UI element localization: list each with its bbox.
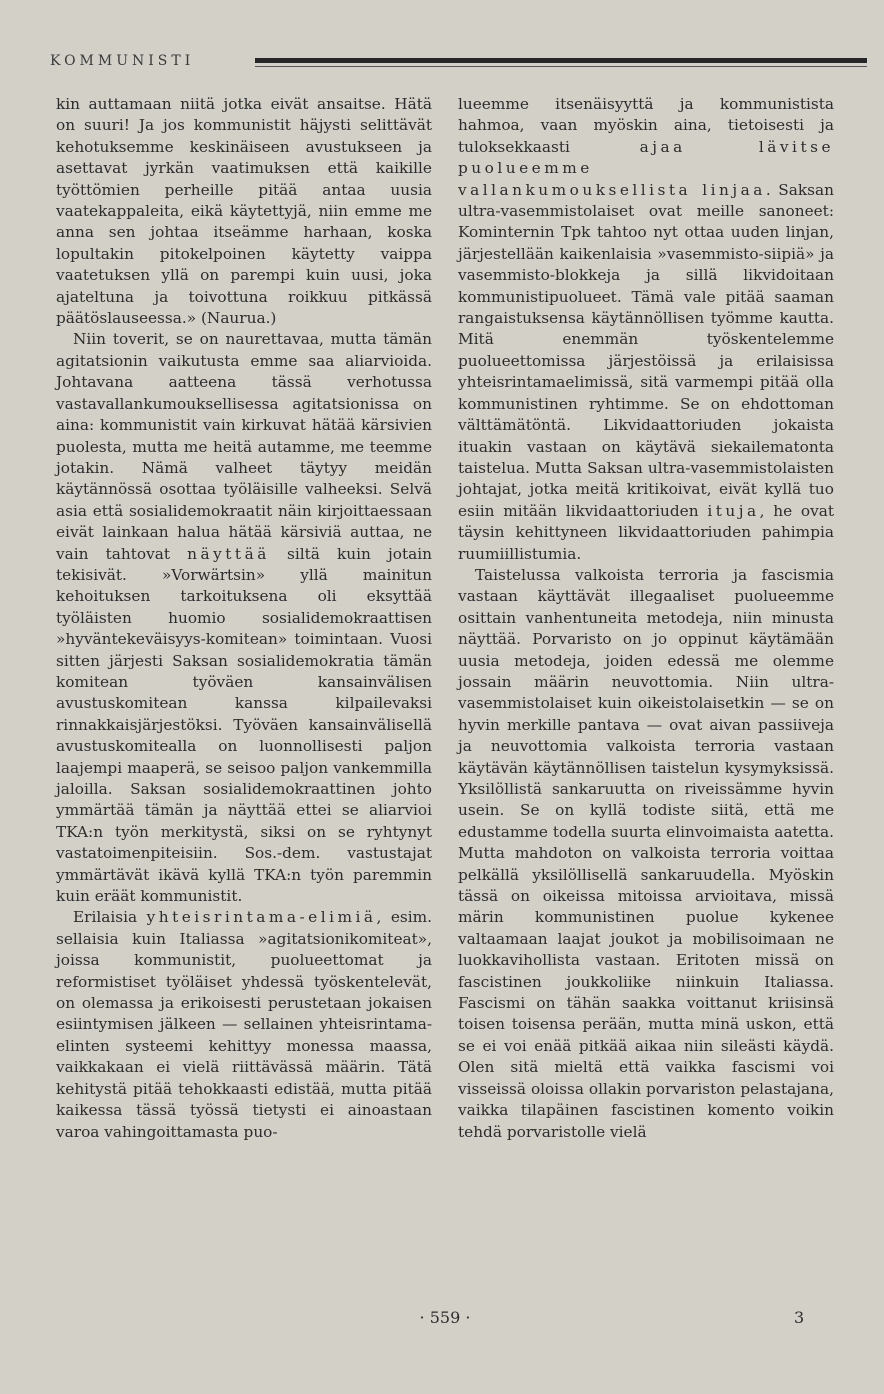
paragraph bbox=[56, 94, 432, 329]
paragraph-text: lueemme itsenäisyyttä ja kommunistista hahmoa, vaan myöskin aina, tietoisesti ja tuloksekkaasti bbox=[458, 95, 834, 156]
page-number: · 559 · bbox=[419, 1308, 471, 1327]
spaced-emphasis: ituja bbox=[707, 501, 760, 520]
right-column bbox=[458, 94, 834, 1143]
paragraph-text: kin auttamaan niitä jotka eivät ansaitse. Hätä on suuri! Ja jos kommunistit häjysti selittävät kehotuksemme keskinäiseen avustukseen ja asettavat jyrkän vaatimuksen että kaikille työttömien perheille pitää antaa uusia vaatekappaleita, eikä käytettyjä, niin emme me anna sen johtaa itseämme harhaan, koska lopultakin pitokelpoinen käytetty vaippa vaatetuksen yllä on parempi kuin uusi, joka ajateltuna ja toivottuna roikkuu pitkässä päätöslauseessa.» (Naurua.) bbox=[56, 95, 432, 328]
paragraph-text: Niin toverit, se on naurettavaa, mutta tämän agitatsionin vaikutusta emme saa aliarvioida. Johtavana aatteena tässä verhotussa vastavallankumouksellisessa agitatsionissa on aina: kommunistit vain kirkuvat hätää kärsivien puolesta, mutta me heitä autamme, me teemme jotakin. Nämä valheet täytyy meidän käytännössä osottaa työläisille valheeksi. Selvä asia että sosialidemokraatit näin kirjoittaessaan eivät lainkaan halua hätää kärsiviä auttaa, ne vain tahtovat bbox=[56, 330, 432, 563]
paragraph-text: Taistelussa valkoista terroria ja fascismia vastaan käyttävät illegaaliset puolueemme osittain vanhentuneita metodeja, niin minusta näyttää. Porvaristo on jo oppinut käytämään uusia metodeja, joiden edessä me olemme jossain määrin neuvottomia. Niin ultra-vasemmistolaiset kuin oikeistolaisetkin — se on hyvin merkille pantava — ovat aivan passiiveja ja neuvottomia valkoista terroria vastaan käytävän käytännöllisen taistelun kysymyksissä. Yksilöllistä sankaruutta on riveissämme hyvin usein. Se on kyllä todiste siitä, että me edustamme todella suurta elinvoimaista aatetta. Mutta mahdoton on valkoista terroria voittaa pelkällä yksilöllisellä sankaruudella. Myöskin tässä on oikeissa mitoissa arvioitava, missä märin kommunistinen puolue kykenee valtaamaan laajat joukot ja mobilisoimaan ne luokkavihollista vastaan. Eritoten missä on fascistinen joukkoliike niinkuin Italiassa. Fascismi on tähän saakka voittanut kriisinsä toisen toisensa perään, mutta minä uskon, että se ei voi enää pitkää aikaa niin sileästi käydä. Olen sitä mieltä että vaikka fascismi voi visseissä oloissa ollakin porvariston pelastajana, vaikka tilapäinen fascistinen komento voikin tehdä porvaristolle vielä bbox=[458, 565, 834, 1141]
header-rule-thin bbox=[255, 66, 867, 67]
paragraph-text: Erilaisia bbox=[73, 908, 147, 927]
header-rule bbox=[255, 58, 867, 63]
paragraph-text: . Saksan ultra-vasemmistolaiset ovat meille sanoneet: Kominternin Tpk tahtoo nyt ottaa uuden linjan, järjestellään kaikenlaisia »vasemmisto-siipiä» ja vasemmisto-blokkeja ja sillä likvidoitaan kommunistipuolueet. Tämä vale pitää saaman rangaistuksensa käytännöllisen työmme kautta. Mitä enemmän työskentelemme puolueettomissa järjestöissä ja erilaisissa yhteisrintamaelimissä, sitä varmempi pitää olla kommunistinen ryhtimme. Se on ehdottoman välttämätöntä. Likvidaattoriuden jokaista ituakin vastaan on käytävä siekailematonta taistelua. Mutta Saksan ultra-vasemmistolaisten johtajat, jotka meitä kritikoivat, eivät kyllä tuo esiin mitään likvidaattoriuden bbox=[458, 180, 835, 520]
journal-title: KOMMUNISTI bbox=[50, 53, 195, 69]
spaced-emphasis: ajaa lävitse puolueemme vallankumouksellista linjaa bbox=[458, 137, 834, 199]
paragraph-text: siltä kuin jotain tekisivät. »Vorwärtsin» yllä mainitun kehoituksen tarkoituksena oli eksyttää työläisten huomio sosialidemokraattisen »hyväntekeväisyys-komitean» toimintaan. Vuosi sitten järjesti Saksan sosialidemokratia tämän komitean työväen kansainvälisen avustuskomitean kanssa kilpailevaksi rinnakkaisjärjestöksi. Työväen kansainvälisellä avustuskomitealla on luonnollisesti paljon laajempi maaperä, se seisoo paljon vankemmilla jaloilla. Saksan sosialidemokraattinen johto ymmärtää tämän ja näyttää ettei se aliarvioi TKA:n työn merkitystä, siksi on se ryhtynyt vastatoimenpiteisiin. Sos.-dem. vastustajat ymmärtävät ikävä kyllä TKA:n työn paremmin kuin eräät kommunistit. bbox=[56, 544, 432, 906]
paragraph bbox=[458, 94, 834, 565]
spaced-emphasis: näyttää bbox=[187, 544, 270, 563]
sheet-number: 3 bbox=[794, 1308, 805, 1327]
spaced-emphasis: yhteisrintama-elimiä bbox=[146, 908, 377, 927]
page-header bbox=[50, 53, 840, 77]
page-footer bbox=[0, 1308, 884, 1338]
left-column bbox=[56, 94, 432, 1143]
paragraph-text: , he ovat täysin kehittyneen likvidaattoriuden pahimpia ruumiillistumia. bbox=[458, 501, 834, 563]
paragraph bbox=[56, 907, 432, 1142]
paragraph bbox=[56, 329, 432, 907]
paragraph-text: , esim. sellaisia kuin Italiassa »agitatsionikomiteat», joissa kommunistit, puolueettomat ja reformistiset työläiset yhdessä työskentelevät, on olemassa ja erikoisesti perustetaan jokaisen esiintymisen jälkeen — sellainen yhteisrintama-elinten systeemi kehittyy monessa maassa, vaikkakaan ei vielä riittävässä määrin. Tätä kehitystä pitää tehokkaasti edistää, mutta pitää kaikessa tässä työssä tietysti ei ainoastaan varoa vahingoittamasta puo- bbox=[56, 908, 432, 1141]
paragraph bbox=[458, 565, 834, 1143]
